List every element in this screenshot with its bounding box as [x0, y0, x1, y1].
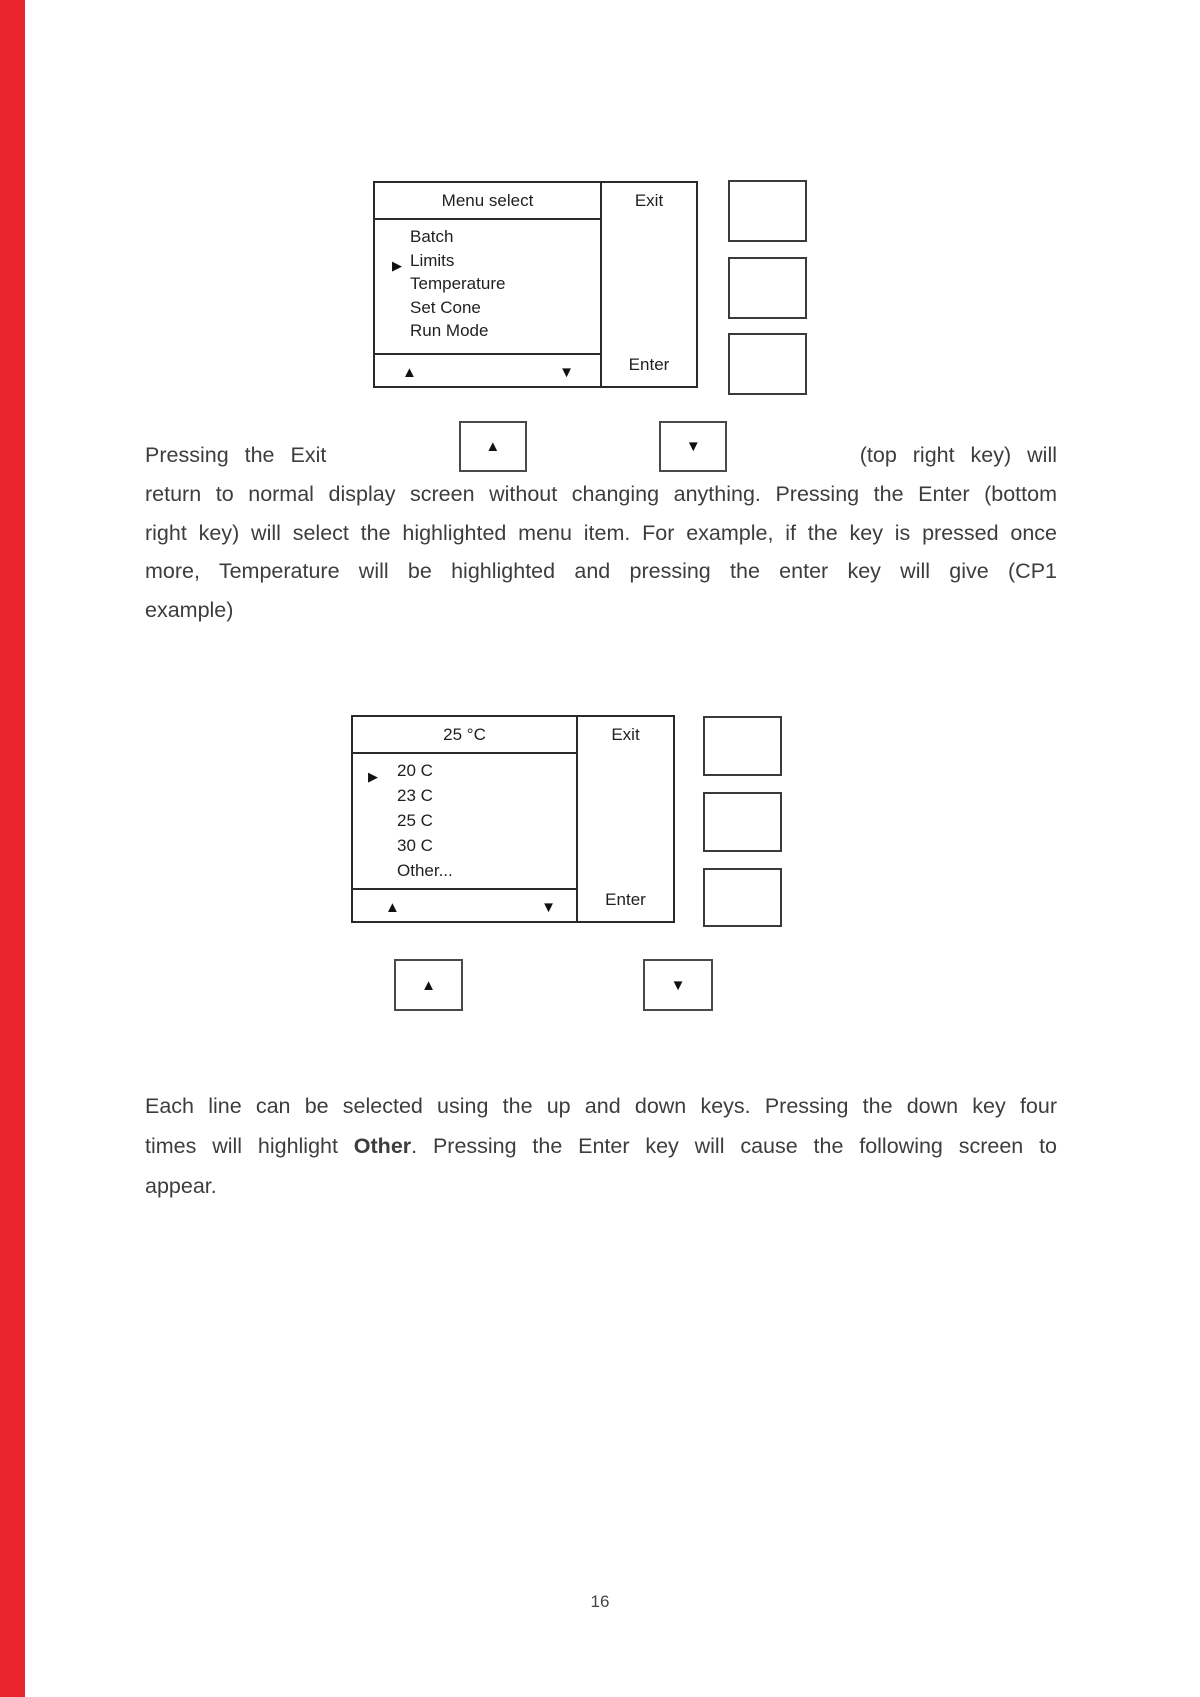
menu-item-selected: ▶ Limits [410, 249, 600, 273]
paragraph-text: appear. [145, 1174, 217, 1198]
paragraph-1 [145, 436, 1057, 630]
scroll-down-icon: ▼ [559, 364, 574, 381]
blank-key [703, 792, 782, 852]
menu-item: Temperature [410, 274, 506, 293]
exit-label: Exit [611, 725, 640, 744]
temperature-list [353, 754, 576, 888]
menu-item: Other... [397, 861, 453, 880]
enter-label: Enter [628, 355, 670, 374]
bold-word: Other [353, 1134, 412, 1158]
blank-key [728, 257, 807, 319]
selection-arrow-icon: ▶ [392, 257, 402, 273]
menu-item: Batch [410, 227, 454, 246]
up-arrow-key [459, 421, 527, 472]
paragraph-text: times will highlight Other. Pressing the Enter key will cause the following screen to [145, 1134, 1058, 1158]
paragraph-text: (top right key) will [859, 443, 1057, 467]
enter-label: Enter [605, 890, 646, 909]
paragraph-text: more, Temperature will be highlighted and pressing the enter key will give (CP1 [145, 559, 1057, 584]
paragraph-text: return to normal display screen without changing anything. Pressing the Enter (bottom [145, 482, 1057, 506]
menu-select-screen [373, 181, 698, 388]
exit-enter-panel [576, 715, 675, 923]
scroll-up-icon: ▲ [402, 364, 417, 381]
paragraph-text: right key) will select the highlighted menu item. For example, if the key is pressed once [145, 520, 1057, 545]
up-arrow-key [394, 959, 463, 1011]
down-arrow-key [643, 959, 713, 1011]
blank-key [703, 716, 782, 776]
menu-list [375, 220, 600, 353]
down-arrow-key [659, 421, 727, 472]
scroll-down-icon: ▼ [541, 899, 556, 916]
temperature-screen [351, 715, 675, 923]
paragraph-text: example) [145, 598, 234, 623]
menu-item: 25 C [397, 811, 433, 830]
page-number: 16 [590, 1592, 610, 1611]
menu-select-panel [373, 181, 602, 388]
menu-item: 30 C [397, 836, 433, 855]
up-arrow-icon: ▲ [421, 976, 436, 994]
screen-title: Menu select [375, 183, 600, 220]
page-edge-stripe [0, 0, 25, 1697]
exit-enter-panel [600, 181, 698, 388]
blank-key [728, 333, 807, 395]
paragraph-1-line-1 [145, 436, 1057, 475]
blank-key [703, 868, 782, 927]
paragraph-text: Pressing the Exit [145, 443, 327, 467]
up-arrow-icon: ▲ [485, 438, 501, 455]
down-arrow-icon: ▼ [685, 438, 701, 455]
selection-arrow-icon: ▶ [368, 769, 378, 784]
paragraph-2 [145, 1086, 1057, 1206]
scroll-up-icon: ▲ [385, 899, 400, 916]
temperature-panel [351, 715, 578, 923]
scroll-arrow-row [375, 353, 600, 390]
down-arrow-icon: ▼ [670, 976, 686, 994]
scroll-arrow-row [353, 888, 576, 925]
screen-title: 25 °C [353, 717, 576, 754]
menu-item: Run Mode [410, 321, 489, 340]
menu-item-selected: ▶ 20 C [397, 758, 576, 783]
blank-key [728, 180, 807, 242]
menu-item: Set Cone [410, 297, 481, 317]
paragraph-text: Each line can be selected using the up and down keys. Pressing the down key four [145, 1094, 1057, 1118]
menu-item: 23 C [397, 786, 433, 805]
exit-label: Exit [634, 191, 664, 210]
